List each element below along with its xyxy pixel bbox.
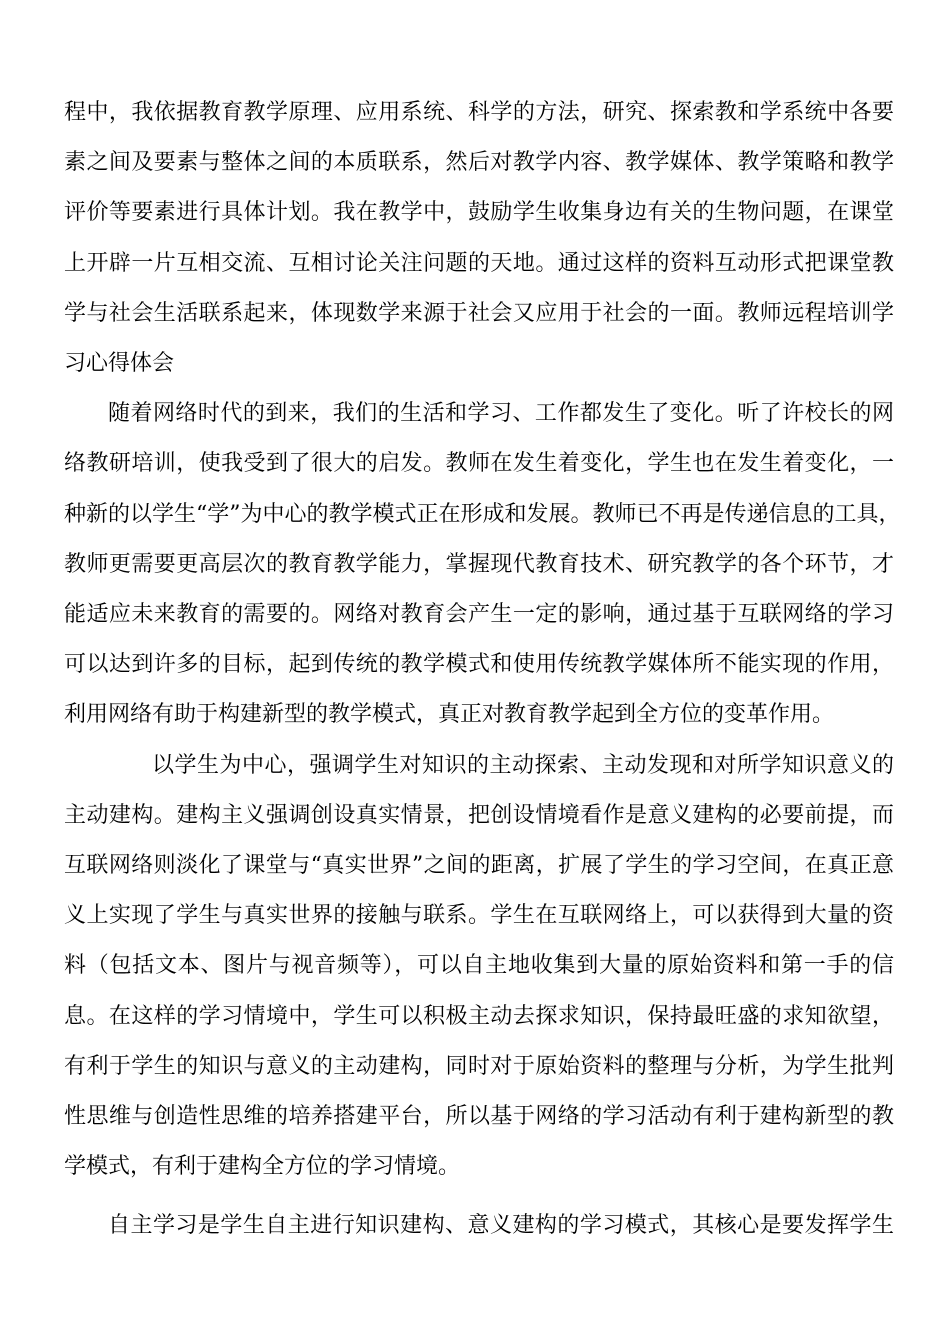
text-line: 教师更需要更高层次的教育教学能力，掌握现代教育技术、研究教学的各个环节，才 [64,552,894,577]
text-line: 互联网络则淡化了课堂与“真实世界”之间的距离，扩展了学生的学习空间，在真正意 [64,853,894,878]
text-line: 种新的以学生“学”为中心的教学模式正在形成和发展。教师已不再是传递信息的工具， [64,502,901,527]
text-line: 能适应未来教育的需要的。网络对教育会产生一定的影响，通过基于互联网络的学习 [64,602,894,627]
text-line: 有利于学生的知识与意义的主动建构，同时对于原始资料的整理与分析，为学生批判 [64,1054,894,1079]
text-line: 自主学习是学生自主进行知识建构、意义建构的学习模式，其核心是要发挥学生 [108,1213,894,1238]
text-line: 义上实现了学生与真实世界的接触与联系。学生在互联网络上，可以获得到大量的资 [64,903,894,928]
text-line: 性思维与创造性思维的培养搭建平台，所以基于网络的学习活动有利于建构新型的教 [64,1104,894,1129]
text-line: 利用网络有助于构建新型的教学模式，真正对教育教学起到全方位的变革作用。 [64,702,835,727]
text-line: 络教研培训，使我受到了很大的启发。教师在发生着变化，学生也在发生着变化，一 [64,451,894,476]
text-line: 主动建构。建构主义强调创设真实情景，把创设情境看作是意义建构的必要前提，而 [64,803,894,828]
text-line: 程中，我依据教育教学原理、应用系统、科学的方法，研究、探索教和学系统中各要 [64,100,894,125]
text-line: 随着网络时代的到来，我们的生活和学习、工作都发生了变化。听了许校长的网 [108,401,894,426]
text-line: 习心得体会 [64,351,175,376]
text-line: 学与社会生活联系起来，体现数学来源于社会又应用于社会的一面。教师远程培训学 [64,301,894,326]
text-line: 以学生为中心，强调学生对知识的主动探索、主动发现和对所学知识意义的 [152,753,894,778]
text-line: 可以达到许多的目标，起到传统的教学模式和使用传统教学媒体所不能实现的作用， [64,652,894,677]
text-line: 息。在这样的学习情境中，学生可以积极主动去探求知识，保持最旺盛的求知欲望， [64,1004,894,1029]
text-line: 素之间及要素与整体之间的本质联系，然后对教学内容、教学媒体、教学策略和教学 [64,150,894,175]
text-line: 料（包括文本、图片与视音频等），可以自主地收集到大量的原始资料和第一手的信 [64,953,894,978]
text-line: 学模式，有利于建构全方位的学习情境。 [64,1154,461,1179]
text-line: 上开辟一片互相交流、互相讨论关注问题的天地。通过这样的资料互动形式把课堂教 [64,251,894,276]
text-line: 评价等要素进行具体计划。我在教学中，鼓励学生收集身边有关的生物问题，在课堂 [64,200,894,225]
